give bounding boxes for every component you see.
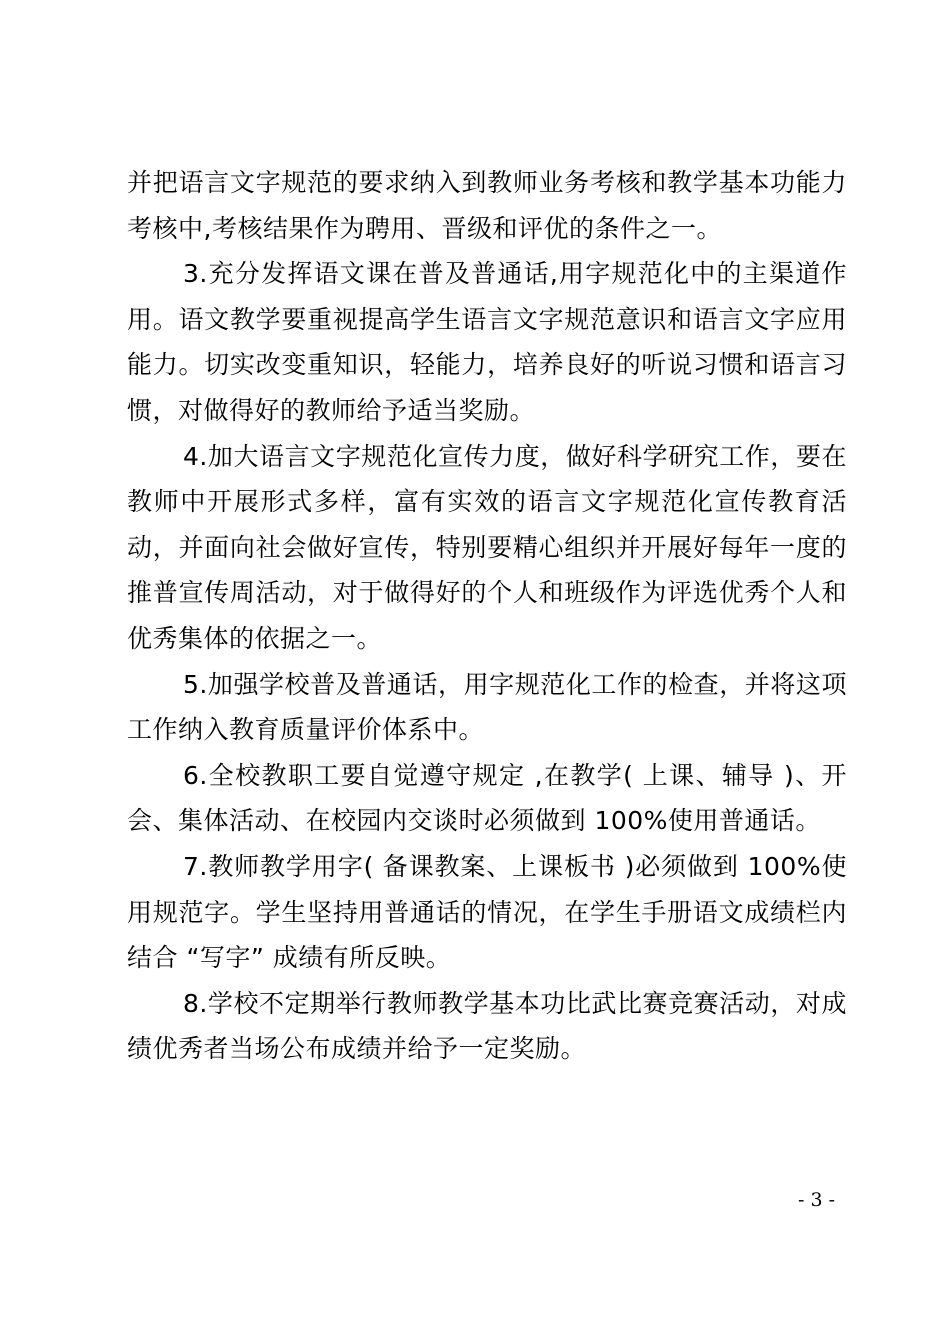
paragraph-item-8: 8.学校不定期举行教师教学基本功比武比赛竞赛活动，对成绩优秀者当场公布成绩并给予一定奖励。: [127, 988, 847, 1064]
document-body: [127, 160, 847, 1072]
paragraph-item-5: 5.加强学校普及普通话，用字规范化工作的检查，并将这项工作纳入教育质量评价体系中。: [127, 669, 847, 745]
paragraph-item-6: 6.全校教职工要自觉遵守规定 ,在教学( 上课、辅导 )、开会、集体活动、在校园内交谈时必须做到 100%使用普通话。: [127, 760, 847, 836]
paragraph-item-3: 3.充分发挥语文课在普及普通话,用字规范化中的主渠道作用。语文教学要重视提高学生语言文字规范意识和语言文字应用能力。切实改变重知识，轻能力，培养良好的听说习惯和语言习惯，对做得好的教师给予适当奖励。: [127, 259, 847, 425]
page-number: - 3 -: [797, 1189, 835, 1211]
paragraph-item-7: 7.教师教学用字( 备课教案、上课板书 )必须做到 100%使用规范字。学生坚持用普通话的情况，在学生手册语文成绩栏内结合 “写字” 成绩有所反映。: [127, 851, 847, 973]
paragraph-continuation: 并把语言文字规范的要求纳入到教师业务考核和教学基本功能力考核中,考核结果作为聘用、晋级和评优的条件之一。: [127, 168, 847, 243]
paragraph-item-4: 4.加大语言文字规范化宣传力度，做好科学研究工作，要在教师中开展形式多样，富有实效的语言文字规范化宣传教育活动，并面向社会做好宣传，特别要精心组织并开展好每年一度的推普宣传周活动，对于做得好的个人和班级作为评选优秀个人和优秀集体的依据之一。: [127, 441, 847, 653]
